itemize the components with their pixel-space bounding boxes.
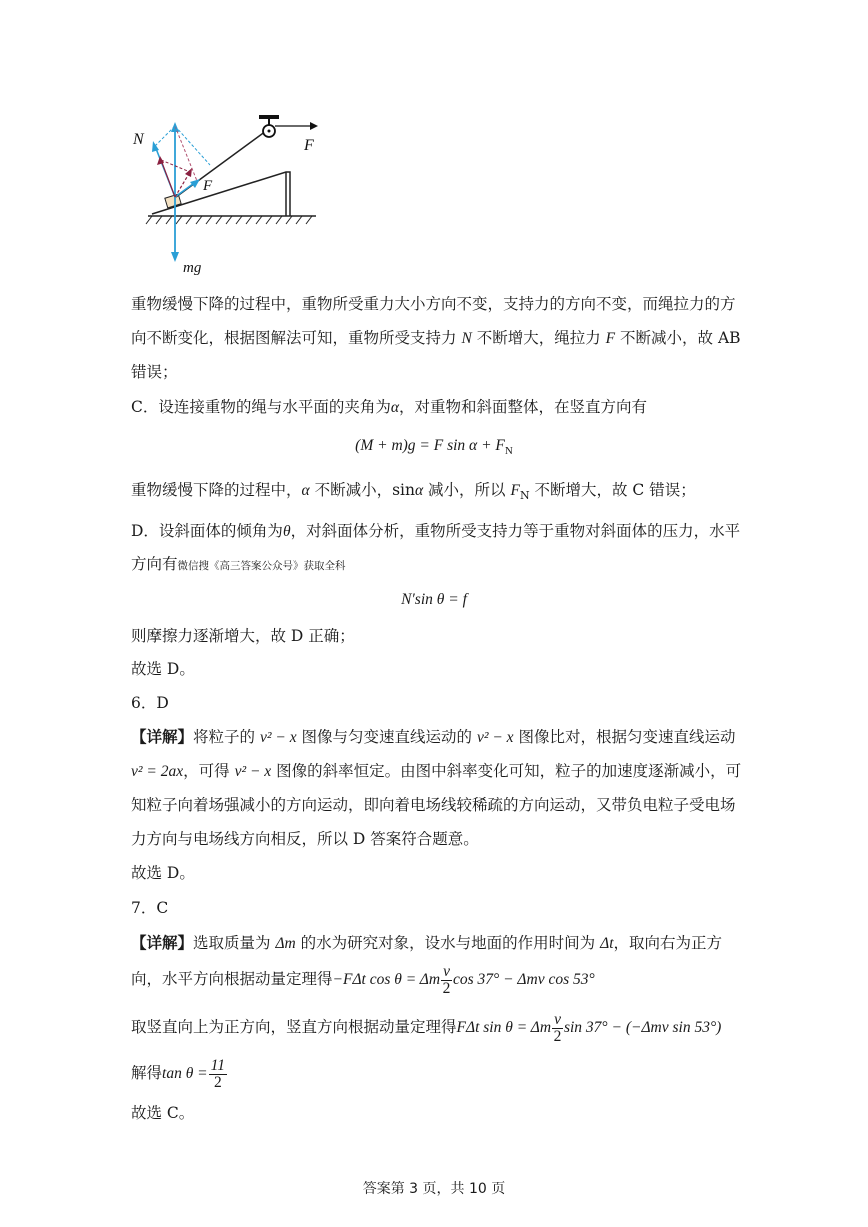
ground-hatching (146, 216, 312, 224)
text-line: 重物缓慢下降的过程中，α 不断减小，sinα 减小，所以 $F_N$ 不断增大，故 C 错误； (131, 481, 696, 503)
option-d-text: D．设斜面体的倾角为θ，对斜面体分析，重物所受支持力等于重物对斜面体的压力，水平 (131, 522, 741, 540)
text-line: 取竖直向上为正方向，竖直方向根据动量定理得FΔt sin θ = Δm $\frac{v}{2}$ sin 37° − (−Δmv sin 53°) (131, 1010, 722, 1045)
watermark-note: 微信搜《高三答案公众号》获取全科 (177, 560, 346, 572)
text-line: 重物缓慢下降的过程中，重物所受重力大小方向不变，支持力的方向不变，而绳拉力的方 (131, 295, 736, 313)
label-F-rope: F (304, 137, 314, 154)
text-line: 错误； (131, 363, 178, 381)
text-line: 【详解】将粒子的 v² − x 图像与匀变速直线运动的 v² − x 图像比对，根据匀变速直线运动 (131, 727, 736, 746)
text-line: 力方向与电场线方向相反，所以 D 答案符合题意。 (131, 830, 479, 848)
option-c-text: C．设连接重物的绳与水平面的夹角为α，对重物和斜面整体，在竖直方向有 (131, 398, 648, 416)
equation-vertical: (M + m)g = F $\sin \alpha + F_N$ (355, 437, 513, 458)
incline-body (152, 172, 290, 216)
question-6-answer: 6．D (131, 694, 169, 712)
label-mg: mg (183, 260, 202, 276)
incline-force-diagram (0, 0, 868, 290)
conclusion-text: 故选 C。 (131, 1104, 195, 1122)
text-line: 方向有微信搜《高三答案公众号》获取全科 (131, 555, 346, 573)
label-F-pull: F (203, 178, 213, 194)
equation-horizontal: N′sin θ = f (401, 591, 467, 608)
question-7-answer: 7．C (131, 899, 169, 917)
text-line: v² = 2ax，可得 v² − x 图像的斜率恒定。由图中斜率变化可知，粒子的加速度逐渐减小，可 (131, 762, 742, 780)
text-line: 解得tan θ = $\frac{11}{2}$ (131, 1056, 226, 1091)
text-line: 向，水平方向根据动量定理得−FΔt cos θ = Δm $\frac{v}{2}$ cos 37° − Δmv cos 53° (131, 962, 595, 997)
text-line: 则摩擦力逐渐增大，故 D 正确； (131, 627, 355, 645)
text-line: 【详解】选取质量为 Δm 的水为研究对象，设水与地面的作用时间为 Δt，取向右为正方 (131, 933, 723, 952)
text-line: 知粒子向着场强减小的方向运动，即向着电场线较稀疏的方向运动，又带负电粒子受电场 (131, 796, 736, 814)
text-line: 向不断变化，根据图解法可知，重物所受支持力 N 不断增大，绳拉力 F 不断减小，故 AB (131, 329, 741, 347)
conclusion-text: 故选 D。 (131, 660, 195, 678)
page-footer: 答案第 3 页，共 10 页 (362, 1181, 506, 1197)
label-N: N (133, 131, 144, 148)
conclusion-text: 故选 D。 (131, 864, 195, 882)
alt-normal-arrow (161, 160, 175, 197)
alt-tension-arrow (175, 172, 190, 197)
